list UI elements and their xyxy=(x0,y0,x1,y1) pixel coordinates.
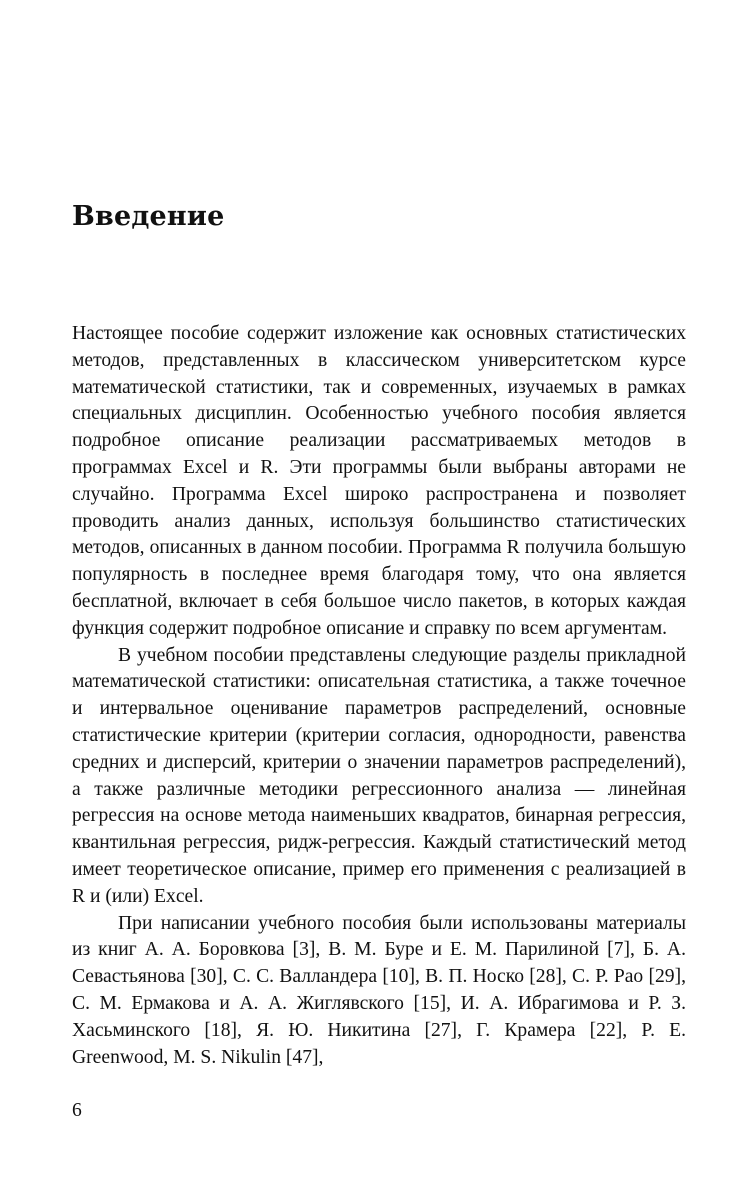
page-number: 6 xyxy=(72,1100,82,1121)
body-text xyxy=(72,321,686,1071)
paragraph-sections: В учебном пособии представлены следующие разделы прикладной математической статистики: описательная статистика, а также точечное и интервальное оценивание параметров распределений, основные статистические критерии (критерии согласия, однородности, равенства средних и дисперсий, критерии о значении параметров распределений), а также различные методики регрессионного анализа — линейная регрессия на основе метода наименьших квадратов, бинарная регрессия, квантильная регрессия, ридж-регрессия. Каждый статистический метод имеет теоретическое описание, пример его применения с реализацией в R и (или) Excel. xyxy=(72,644,686,907)
paragraph-intro: Настоящее пособие содержит изложение как основных статистических методов, представленных в классическом университетском курсе математической статистики, так и современных, изучаемых в рамках специальных дисциплин. Особенностью учебного пособия является подробное описание реализации рассматриваемых методов в программах Excel и R. Эти программы были выбраны авторами не случайно. Программа Excel широко распространена и позволяет проводить анализ данных, используя большинство статистических методов, описанных в данном пособии. Программа R получила большую популярность в последнее время благодаря тому, что она является бесплатной, включает в себя большое число пакетов, в которых каждая функция содержит подробное описание и справку по всем аргументам. xyxy=(72,323,686,639)
paragraph-sources: При написании учебного пособия были использованы материалы из книг А. А. Боровкова [3], В. М. Буре и Е. М. Парилиной [7], Б. А. Севастьянова [30], С. С. Валландера [10], В. П. Носко [28], С. Р. Рао [29], С. М. Ермакова и А. А. Жиглявского [15], И. А. Ибрагимова и Р. З. Хасьминского [18], Я. Ю. Никитина [27], Г. Крамера [22], P. E. Greenwood, M. S. Nikulin [47], xyxy=(72,912,686,1068)
book-page xyxy=(72,0,686,1182)
chapter-title: Введение xyxy=(72,201,225,232)
